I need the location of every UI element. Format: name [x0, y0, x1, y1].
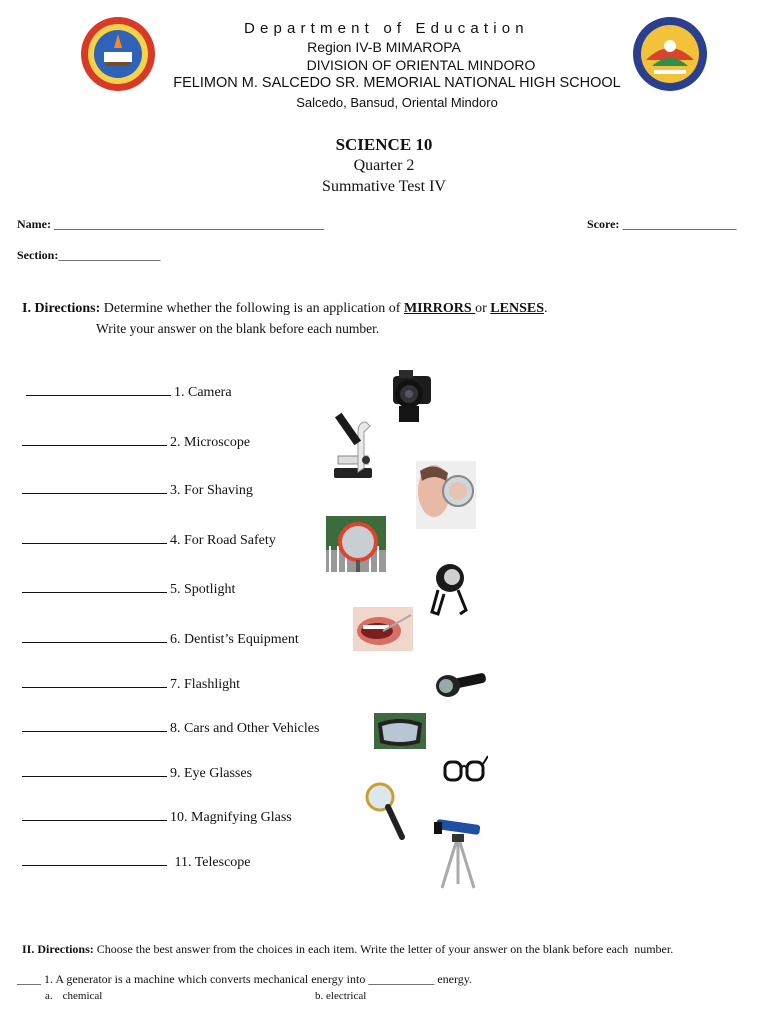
item-label: 5. Spotlight	[170, 582, 236, 597]
list-item	[22, 764, 252, 782]
choice-a-letter: a.	[45, 990, 53, 1002]
question-1-text: 1. A generator is a machine which converts mechanical energy into	[41, 972, 369, 986]
answer-blank[interactable]	[22, 580, 167, 593]
list-item	[22, 481, 253, 499]
item-label: 3. For Shaving	[170, 483, 253, 498]
lenses-keyword: LENSES	[490, 301, 544, 316]
list-item	[22, 433, 250, 451]
part1-directions-label: I. Directions:	[22, 301, 101, 316]
item-label: 9. Eye Glasses	[170, 766, 253, 781]
magnifying-glass-icon	[364, 781, 408, 841]
item-label: 6. Dentist’s Equipment	[170, 632, 299, 647]
choice-a-text: chemical	[62, 990, 103, 1002]
answer-blank[interactable]	[22, 853, 167, 866]
choice-a[interactable]	[45, 990, 102, 1002]
school-name: FELIMON M. SALCEDO SR. MEMORIAL NATIONAL HIGH SCHOOL	[173, 75, 621, 91]
answer-blank[interactable]	[26, 383, 171, 396]
mirrors-keyword: MIRRORS	[403, 301, 476, 316]
answer-blank[interactable]	[22, 764, 167, 777]
division-heading: DIVISION OF ORIENTAL MINDORO	[306, 57, 536, 73]
item-label: 7. Flashlight	[170, 677, 241, 692]
question-1	[17, 972, 472, 987]
test-title: Summative Test IV	[322, 178, 446, 195]
list-item	[22, 531, 276, 549]
answer-blank[interactable]	[22, 630, 167, 643]
microscope-icon	[330, 402, 376, 482]
subject-title: SCIENCE 10	[335, 135, 433, 154]
choice-b[interactable]: b. electrical	[315, 990, 367, 1002]
name-field[interactable]: _____________________________________________	[53, 217, 324, 231]
name-label: Name:	[17, 217, 54, 231]
shaving-mirror-icon	[416, 461, 476, 529]
side-mirror-icon	[374, 713, 426, 749]
score-row	[587, 217, 736, 232]
or-text: or	[475, 301, 491, 316]
item-label: 8. Cars and Other Vehicles	[170, 721, 320, 736]
item-label: 2. Microscope	[170, 435, 251, 450]
part2-directions-label: II. Directions:	[22, 942, 94, 956]
question-1-blank2: ___________	[368, 972, 435, 986]
school-address: Salcedo, Bansud, Oriental Mindoro	[296, 95, 498, 110]
list-item	[22, 719, 319, 737]
section-row	[17, 248, 160, 263]
list-item	[22, 580, 235, 598]
eyeglasses-icon	[442, 752, 488, 788]
answer-blank[interactable]	[22, 531, 167, 544]
camera-icon	[391, 364, 435, 424]
section-field[interactable]: _________________	[58, 248, 161, 262]
answer-blank[interactable]	[22, 433, 167, 446]
score-label: Score:	[587, 217, 623, 231]
list-item	[26, 383, 232, 401]
list-item	[22, 853, 251, 871]
part2-directions-text: Choose the best answer from the choices in each item. Write the letter of your answer on the blank before each number.	[93, 942, 674, 956]
item-label: 4. For Road Safety	[170, 533, 276, 548]
item-label: 11. Telescope	[171, 855, 251, 870]
item-label: 1. Camera	[174, 385, 232, 400]
answer-blank[interactable]	[22, 675, 167, 688]
period-text: .	[543, 301, 548, 316]
answer-blank[interactable]	[22, 808, 167, 821]
quarter-title: Quarter 2	[353, 157, 415, 174]
dental-mirror-icon	[353, 607, 413, 651]
list-item	[22, 808, 292, 826]
part2-directions	[22, 942, 673, 957]
score-field[interactable]: ___________________	[622, 217, 737, 231]
answer-blank[interactable]	[22, 719, 167, 732]
section-label: Section:	[17, 248, 59, 262]
list-item	[22, 630, 299, 648]
flashlight-icon	[434, 666, 488, 700]
part1-directions-text: Determine whether the following is an application of	[100, 301, 404, 316]
question-1-end: energy.	[434, 972, 472, 986]
part1-directions	[22, 301, 547, 317]
telescope-icon	[432, 816, 486, 890]
name-row	[17, 217, 324, 232]
road-mirror-icon	[326, 516, 386, 572]
spotlight-icon	[428, 560, 472, 620]
answer-blank[interactable]	[22, 481, 167, 494]
region-heading: Region IV-B MIMAROPA	[307, 39, 461, 55]
department-heading: D e p a r t m e n t o f E d u c a t i o n	[243, 20, 525, 37]
list-item	[22, 675, 240, 693]
question-1-blank[interactable]: ____	[17, 972, 41, 986]
part1-instruction: Write your answer on the blank before each number.	[96, 321, 380, 336]
item-label: 10. Magnifying Glass	[170, 810, 292, 825]
